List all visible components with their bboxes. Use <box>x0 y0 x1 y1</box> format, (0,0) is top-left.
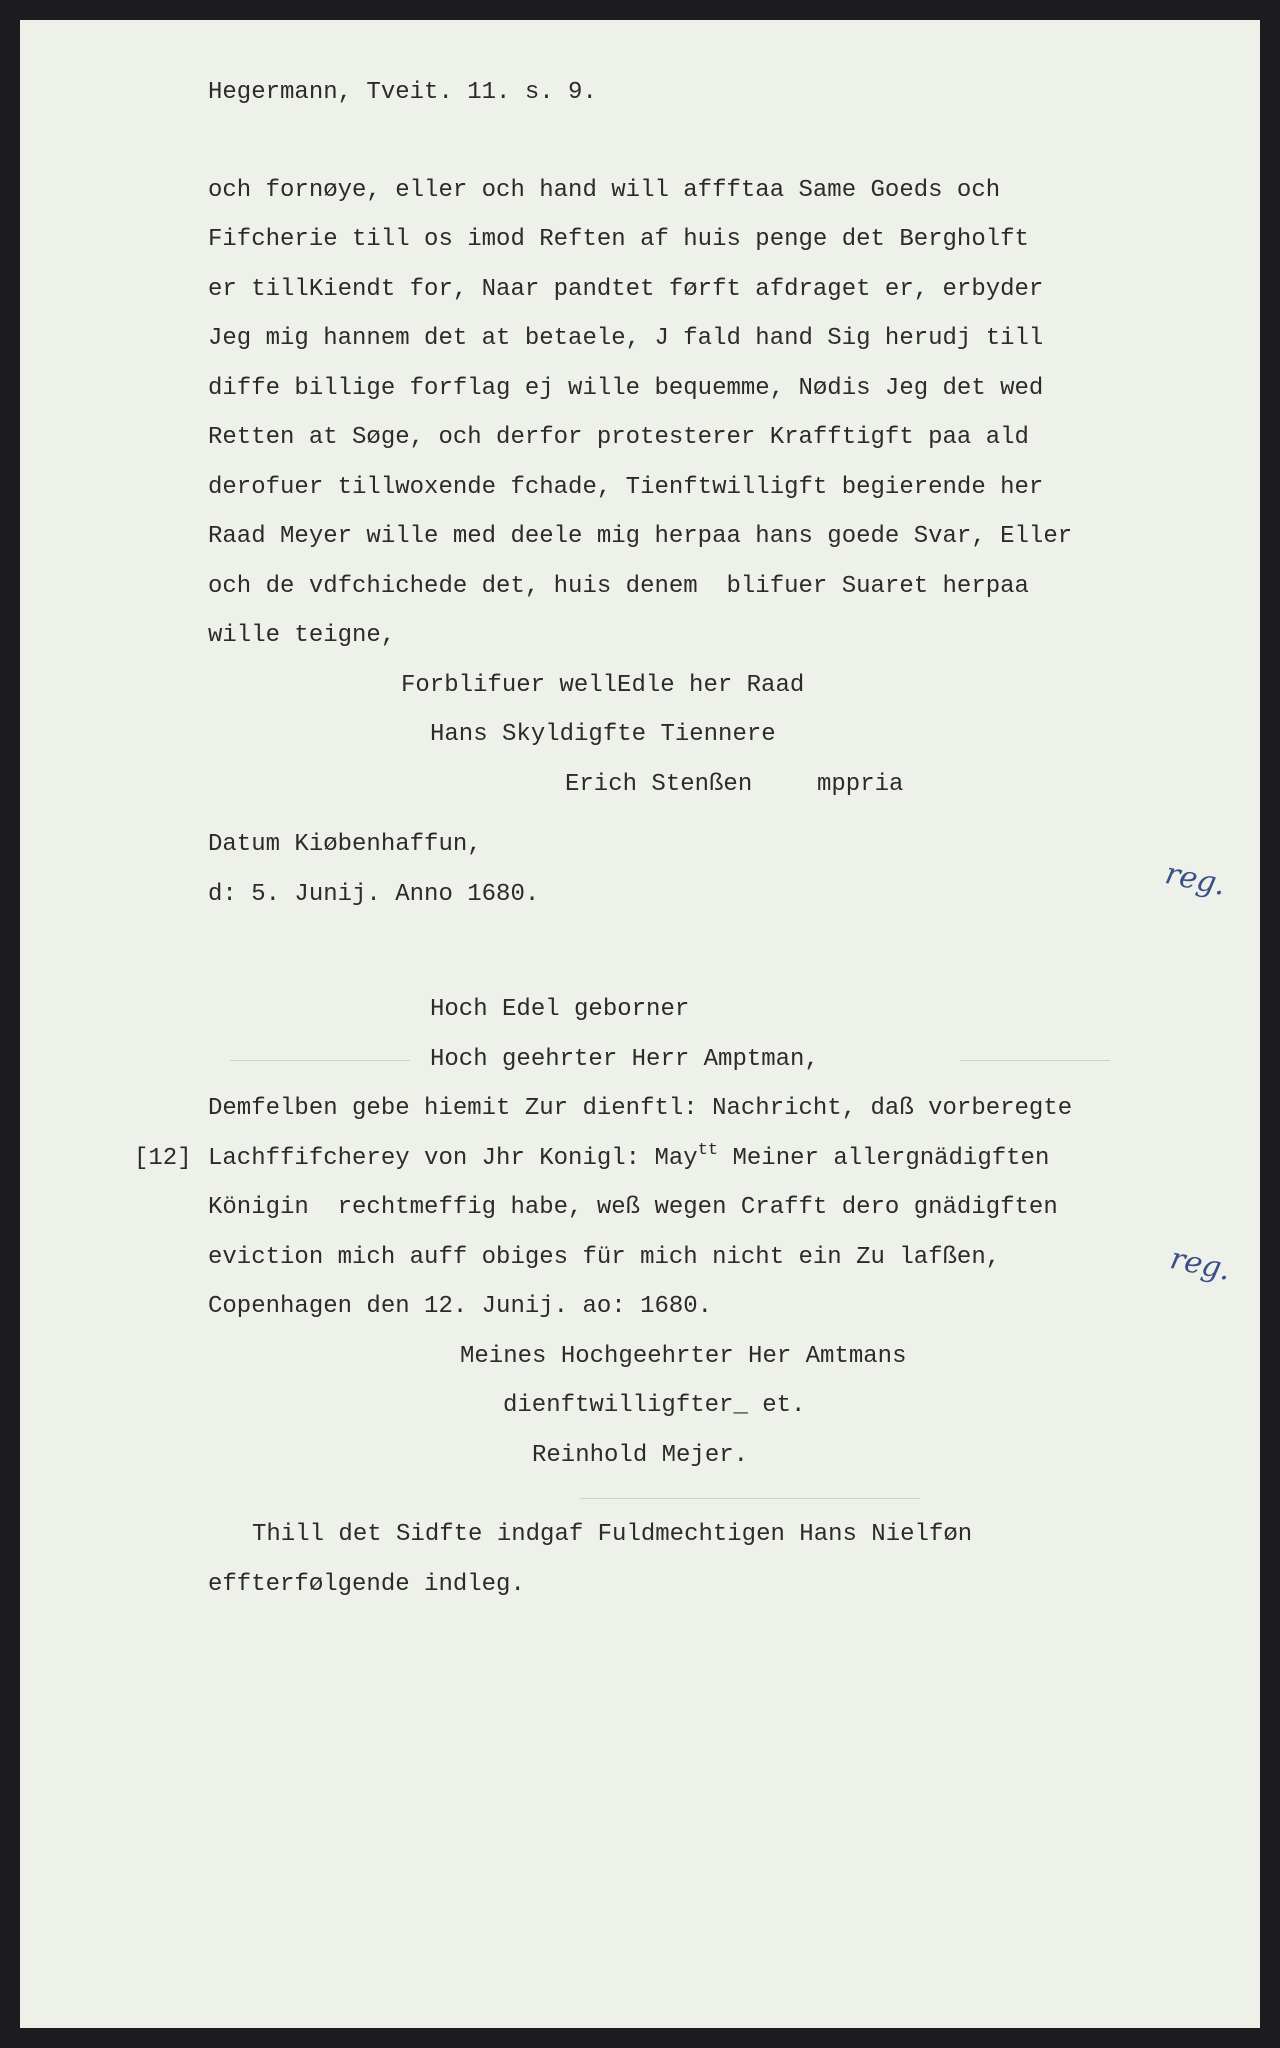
letter1-line-10: wille teigne, <box>208 622 396 649</box>
letter2-line-2-after: Meiner allergnädigften <box>718 1145 1050 1172</box>
letter1-closing: Forblifuer wellEdle her Raad <box>401 672 805 699</box>
document-page <box>20 20 1260 2028</box>
letter1-signer: Erich Stenßen <box>565 771 753 798</box>
letter2-closing-2: dienftwilligfter_ et. <box>503 1392 806 1419</box>
letter1-signer-note: mppria <box>817 771 904 798</box>
letter2-salutation-1: Hoch Edel geborner <box>430 996 690 1023</box>
letter2-line-1: Demfelben gebe hiemit Zur dienftl: Nachricht, daß vorberegte <box>208 1095 1073 1122</box>
letter1-line-1: och fornøye, eller och hand will affftaa Same Goeds och <box>208 177 1001 204</box>
letter1-line-6: Retten at Søge, och derfor protesterer Krafftigft paa ald <box>208 424 1029 451</box>
letter1-date: d: 5. Junij. Anno 1680. <box>208 881 540 908</box>
faint-rule <box>580 1498 920 1499</box>
letter2-line-3: Königin rechtmeffig habe, weß wegen Crafft dero gnädigften <box>208 1194 1058 1221</box>
footer-line-2: effterfølgende indleg. <box>208 1571 525 1598</box>
margin-note-reg-2: reg. <box>1167 1241 1234 1288</box>
footer-line-1: Thill det Sidfte indgaf Fuldmechtigen Hans Nielføn <box>252 1521 973 1548</box>
letter2-line-5: Copenhagen den 12. Junij. ao: 1680. <box>208 1293 713 1320</box>
letter1-line-4: Jeg mig hannem det at betaele, J fald hand Sig herudj till <box>208 325 1044 352</box>
letter2-signer: Reinhold Mejer. <box>532 1442 749 1469</box>
letter1-line-8: Raad Meyer wille med deele mig herpaa hans goede Svar, Eller <box>208 523 1073 550</box>
letter2-line-2-superscript: tt <box>697 1141 719 1160</box>
faint-rule <box>230 1060 410 1061</box>
letter2-line-4: eviction mich auff obiges für mich nicht ein Zu lafßen, <box>208 1244 1001 1271</box>
letter1-line-2: Fifcherie till os imod Reften af huis penge det Bergholft <box>208 226 1029 253</box>
letter1-date-place: Datum Kiøbenhaffun, <box>208 831 482 858</box>
letter1-line-3: er tillKiendt for, Naar pandtet førft afdraget er, erbyder <box>208 276 1044 303</box>
letter2-line-2-before: Lachffifcherey von Jhr Konigl: May <box>208 1145 698 1172</box>
margin-note-reg-1: reg. <box>1162 856 1229 903</box>
letter2-closing-1: Meines Hochgeehrter Her Amtmans <box>460 1343 907 1370</box>
letter2-line-2 <box>208 1141 1050 1174</box>
faint-rule <box>960 1060 1110 1061</box>
reference-header: Hegermann, Tveit. 11. s. 9. <box>208 79 597 106</box>
letter1-line-9: och de vdfchichede det, huis denem blifuer Suaret herpaa <box>208 573 1029 600</box>
folio-marker: [12] <box>134 1145 192 1172</box>
letter2-salutation-2: Hoch geehrter Herr Amptman, <box>430 1046 819 1073</box>
letter1-line-7: derofuer tillwoxende fchade, Tienftwilligft begierende her <box>208 474 1044 501</box>
letter1-line-5: diffe billige forflag ej wille bequemme, Nødis Jeg det wed <box>208 375 1044 402</box>
letter1-servant: Hans Skyldigfte Tiennere <box>430 721 776 748</box>
